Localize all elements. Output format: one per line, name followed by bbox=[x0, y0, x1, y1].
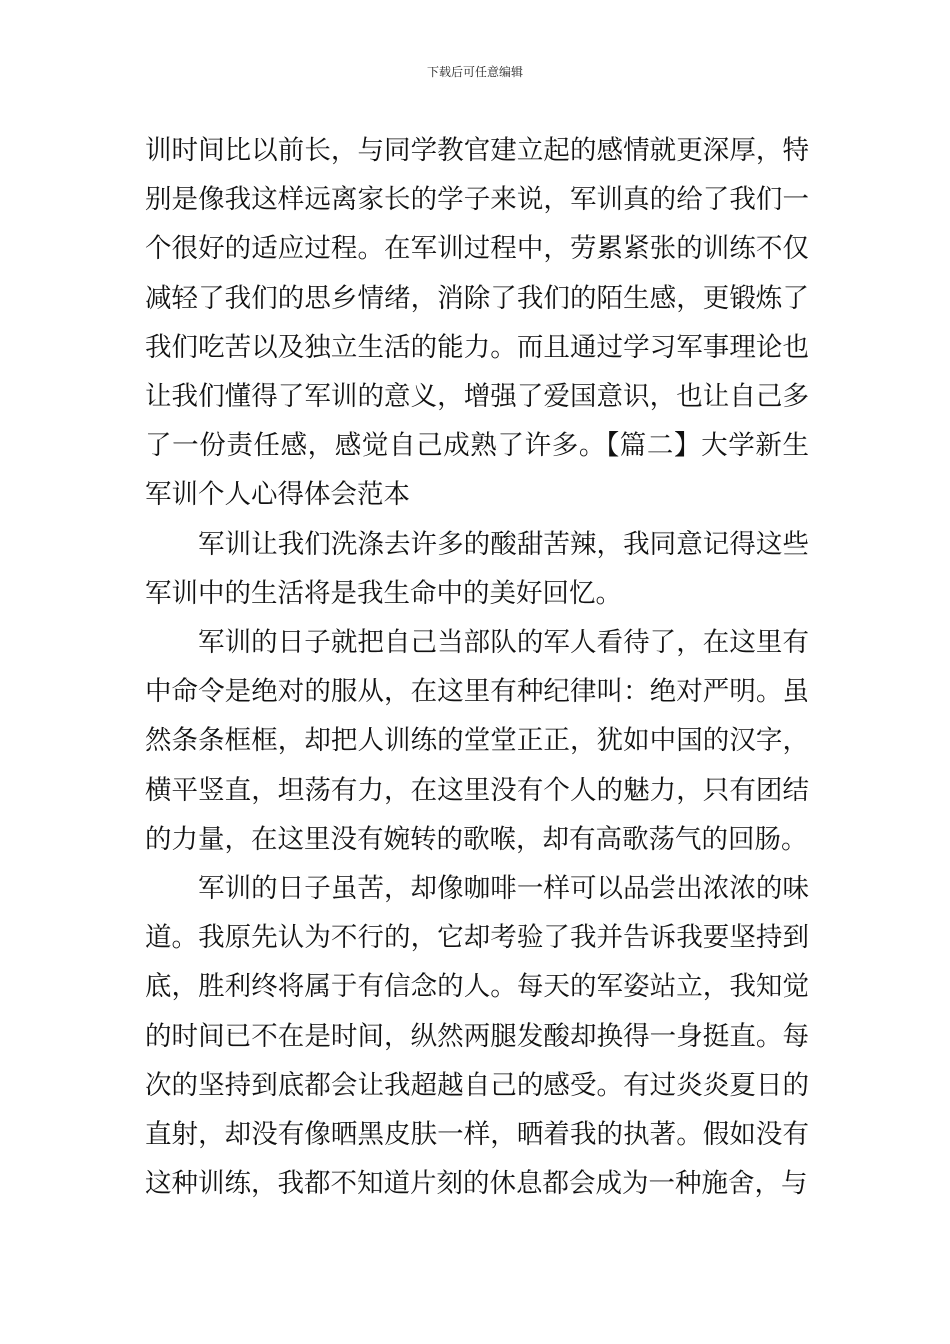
paragraph-3: 军训的日子就把自己当部队的军人看待了，在这里有中命令是绝对的服从，在这里有种纪律叫：绝对严明。虽然条条框框，却把人训练的堂堂正正，犹如中国的汉字，横平竖直，坦荡有力，在这里没有个人的魅力，只有团结的力量，在这里没有婉转的歌喉，却有高歌荡气的回肠。 bbox=[145, 627, 809, 855]
paragraph-1: 训时间比以前长，与同学教官建立起的感情就更深厚，特别是像我这样远离家长的学子来说，军训真的给了我们一个很好的适应过程。在军训过程中，劳累紧张的训练不仅减轻了我们的思乡情绪，消除了我们的陌生感，更锻炼了我们吃苦以及独立生活的能力。而且通过学习军事理论也让我们懂得了军训的意义，增强了爱国意识，也让自己多了一份责任感，感觉自己成熟了许多。【篇二】大学新生军训个人心得体会范本 bbox=[145, 135, 809, 511]
document-body bbox=[145, 126, 809, 1208]
page-header-note: 下载后可任意编辑 bbox=[426, 65, 523, 79]
paragraph-4: 军训的日子虽苦，却像咖啡一样可以品尝出浓浓的味道。我原先认为不行的，它却考验了我并告诉我要坚持到底，胜利终将属于有信念的人。每天的军姿站立，我知觉的时间已不在是时间，纵然两腿发酸却换得一身挺直。每次的坚持到底都会让我超越自己的感受。有过炎炎夏日的直射，却没有像晒黑皮肤一样，晒着我的执著。假如没有这种训练，我都不知道片刻的休息都会成为一种施舍，与 bbox=[145, 873, 809, 1200]
paragraph-2: 军训让我们洗涤去许多的酸甜苦辣，我同意记得这些军训中的生活将是我生命中的美好回忆。 bbox=[145, 528, 809, 609]
